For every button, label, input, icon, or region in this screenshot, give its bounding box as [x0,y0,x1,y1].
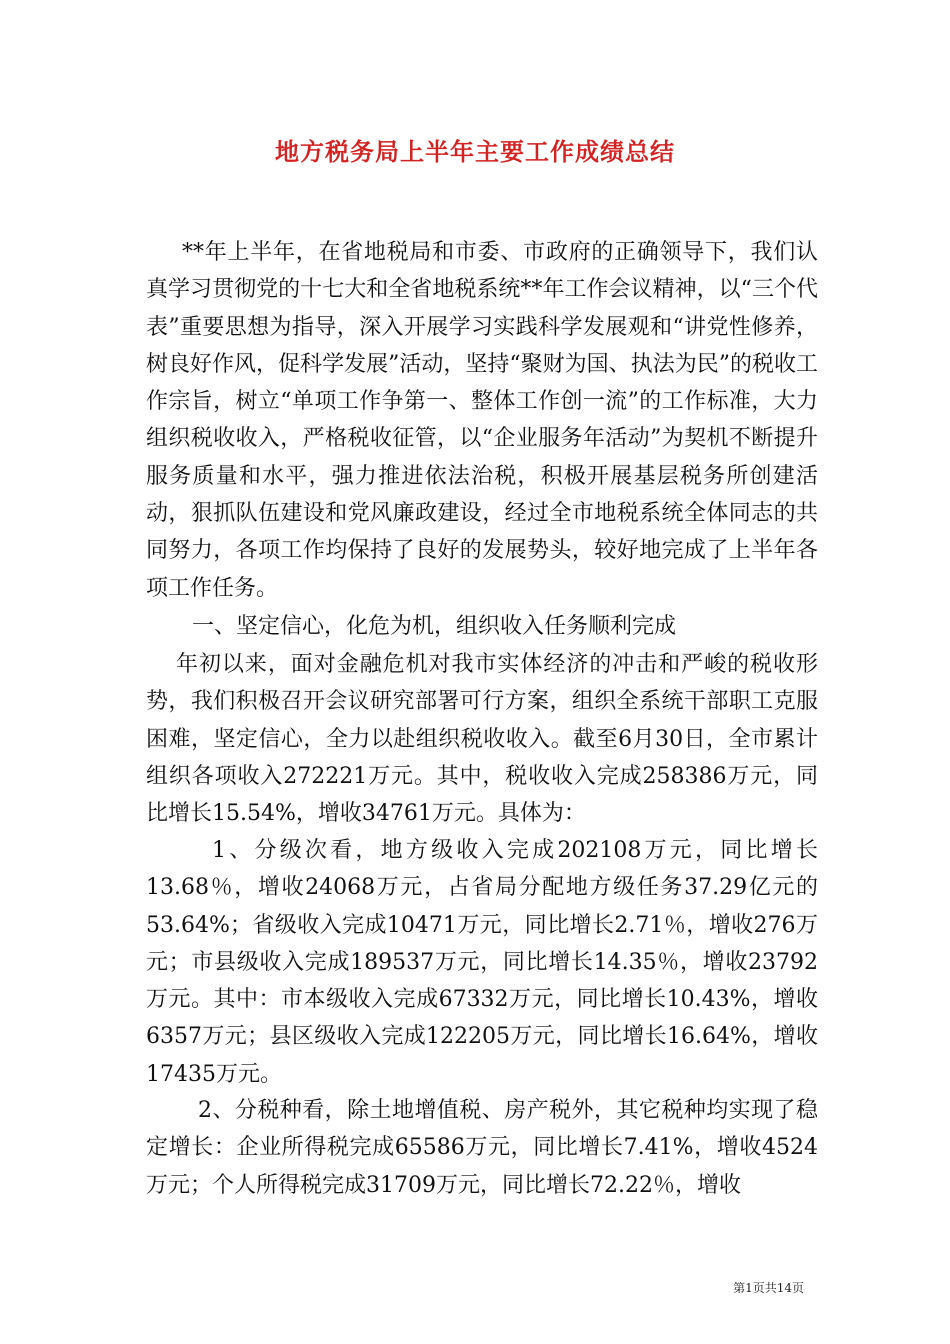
paragraph-revenue-overview: 年初以来，面对金融危机对我市实体经济的冲击和严峻的税收形势，我们积极召开会议研究部署可行方案，组织全系统干部职工克服困难，坚定信心，全力以赴组织税收收入。截至6月30日，全市累计组织各项收入272221万元。其中，税收收入完成258386万元，同比增长15.54%，增收34761万元。具体为： [146,652,818,827]
section-heading-1: 一、坚定信心，化危为机，组织收入任务顺利完成 [192,614,677,639]
page-number-footer: 第1页共14页 [733,1281,804,1295]
paragraph-by-tax-type: 2、分税种看，除土地增值税、房产税外，其它税种均实现了稳定增长：企业所得税完成65586万元，同比增长7.41%，增收4524万元；个人所得税完成31709万元，同比增长72.22％，增收 [146,1098,818,1198]
paragraph-intro: **年上半年，在省地税局和市委、市政府的正确领导下，我们认真学习贯彻党的十七大和全省地税系统**年工作会议精神，以“三个代表”重要思想为指导，深入开展学习实践科学发展观和“讲党性修养，树良好作风，促科学发展”活动，坚持“聚财为国、执法为民”的税收工作宗旨，树立“单项工作争第一、整体工作创一流”的工作标准，大力组织税收收入，严格税收征管，以“企业服务年活动”为契机不断提升服务质量和水平，强力推进依法治税，积极开展基层税务所创建活动，狠抓队伍建设和党风廉政建设，经过全市地税系统全体同志的共同努力，各项工作均保持了良好的发展势头，较好地完成了上半年各项工作任务。 [146,240,818,601]
document-title: 地方税务局上半年主要工作成绩总结 [275,137,675,166]
paragraph-by-level: 1、分级次看，地方级收入完成202108万元，同比增长13.68％，增收24068万元，占省局分配地方级任务37.29亿元的53.64%；省级收入完成10471万元，同比增长2.71％，增收276万元；市县级收入完成189537万元，同比增长14.35％，增收23792万元。其中：市本级收入完成67332万元，同比增长10.43%，增收6357万元；县区级收入完成122205万元，同比增长16.64%，增收17435万元。 [146,838,818,1087]
